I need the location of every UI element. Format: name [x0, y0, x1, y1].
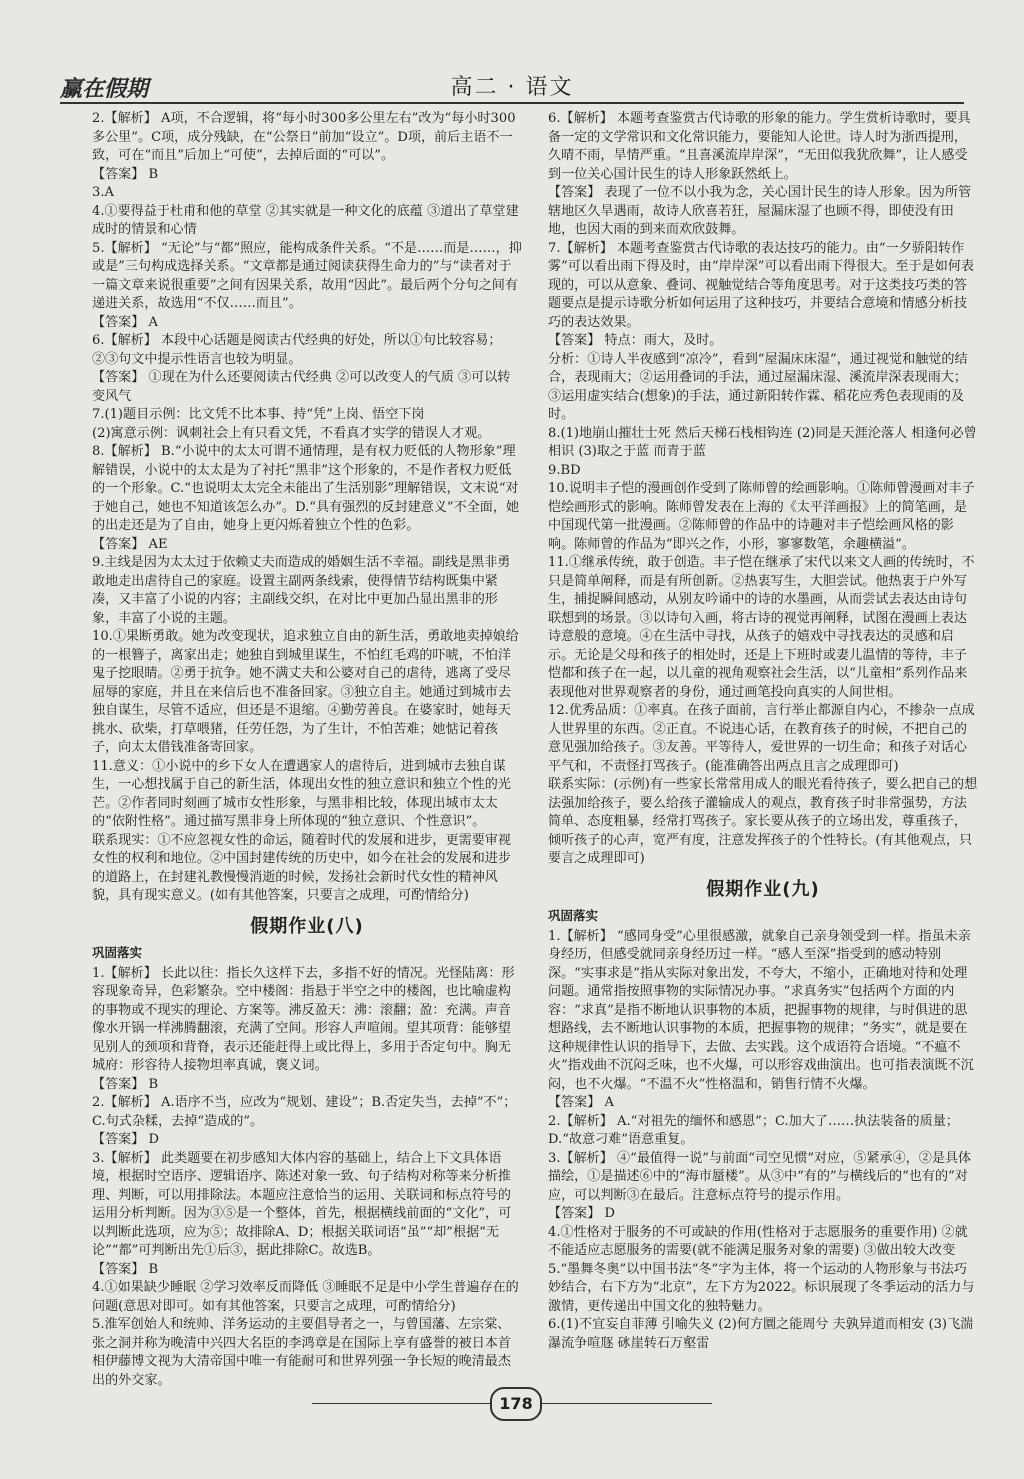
answer-paragraph: 6.【解析】 本题考查鉴赏古代诗歌的形象的能力。学生赏析诗歌时，要具备一定的文学常识和文化常识能力，要能知人论世。诗人时为浙西提刑，久晴不雨，旱情严重。“且喜溪流岸岸深”，“无田似我犹欣舞”，让人感受到一位关心国计民生的诗人形象跃然纸上。 — [548, 111, 971, 182]
answer-paragraph: 4.①如果缺少睡眠 ②学习效率反而降低 ③睡眠不足是中小学生普遍存在的问题(意思对即可。如有其他答案，只要言之成理，可酌情给分) — [92, 1280, 519, 1314]
answer-paragraph: 5.淮军创始人和统帅、洋务运动的主要倡导者之一，与曾国藩、左宗棠、张之洞并称为晚清中兴四大名臣的李鸿章是在国际上享有盛誉的被日本首相伊藤博文视为大清帝国中唯一有能耐可和世界列强一争长短的晚清最杰出的外交家。 — [92, 1317, 511, 1388]
answer-paragraph: 10.说明丰子恺的漫画创作受到了陈师曾的绘画影响。①陈师曾漫画对丰子恺绘画形式的影响。陈师曾发表在上海的《太平洋画报》上的简笔画，是中国现代第一批漫画。②陈师曾的作品中的诗趣对丰子恺绘画风格的影响。陈师曾的作品为“即兴之作，小形，寥寥数笔，余趣横溢”。 — [548, 481, 975, 552]
answer-paragraph: 联系现实：①不应忽视女性的命运，随着时代的发展和进步，更需要审视女性的权利和地位。②中国封建传统的历史中，如今在社会的发展和进步的道路上，在封建礼教慢慢消逝的时候，发扬社会新时代女性的精神风貌，具有现实意义。(如有其他答案，只要言之成理，可酌情给分) — [92, 832, 511, 903]
page-header — [60, 70, 964, 104]
answer-paragraph: 9.主线是因为太太过于依赖丈夫而造成的婚姻生活不幸福。副线是黑非勇敢地走出虐待自己的家庭。设置主副两条线索，使得情节结构既集中紧凑，又丰富了小说的内容；主副线交织，在对比中更加凸显出黑非的形象，丰富了小说的主题。 — [92, 555, 511, 626]
section-title-8: 假期作业(八) — [250, 915, 364, 937]
answer-paragraph: 【答案】 AE — [92, 536, 168, 552]
answer-paragraph: 7.【解析】 本题考查鉴赏古代诗歌的表达技巧的能力。由“一夕骄阳转作雾”可以看出雨下得及时，由“岸岸深”可以看出雨下得很大。至于是如何表现的，可以从意象、叠词、视触觉结合等角度思考。对于这类技巧类的答题要点是提示诗歌分析如何运用了这种技巧，并要结合意境和情感分析技巧的表达效果。 — [548, 240, 974, 330]
right-column — [548, 110, 978, 1450]
answer-paragraph: 【答案】 B — [92, 1261, 159, 1277]
footer-rule-left — [312, 1403, 492, 1404]
left-column-part-2 — [92, 965, 522, 1391]
answer-paragraph: 联系实际：(示例)有一些家长常常用成人的眼光看待孩子，要么把自己的想法强加给孩子，要么给孩子灌输成人的观点，教育孩子时非常强势，方法简单、态度粗暴，经常打骂孩子。家长要从孩子的立场出发，尊重孩子，倾听孩子的心声，宽严有度，注意发挥孩子的个性特长。(有其他观点，只要言之成理即可) — [548, 777, 978, 866]
answer-paragraph: 4.①性格对于服务的不可或缺的作用(性格对于志愿服务的重要作用) ②就不能适应志愿服务的需要(就不能满足服务对象的需要) ③做出较大改变 — [548, 1224, 968, 1258]
answer-paragraph: 分析：①诗人半夜感到“凉冷”，看到“屋漏床床湿”，通过视觉和触觉的结合，表现雨大；②运用叠词的手法，通过屋漏床湿、溪流岸深表现雨大；③运用虚实结合(想象)的手法，通过新阳转作霖、稻花应秀色表现雨的及时。 — [548, 351, 968, 422]
answer-paragraph: 2.【解析】 A.“对祖先的缅怀和感恩”；C.加大了……执法装备的质量；D.“故意刁难”语意重复。 — [548, 1113, 959, 1147]
section-subtitle-9: 巩固落实 — [548, 908, 599, 923]
answer-paragraph: 【答案】 表现了一位不以小我为念，关心国计民生的诗人形象。因为所管辖地区久旱遇雨，故诗人欣喜若狂，屋漏床湿了也顾不得，即使没有田地，也因大雨的到来而欢欣鼓舞。 — [548, 185, 972, 237]
answer-paragraph: 2.【解析】 A项，不合逻辑，将“每小时300多公里左右”改为“每小时300多公里”。C项，成分残缺，在“公祭日”前加“设立”。D项，前后主语不一致，可在“而且”后加上“可使”，去掉后面的“可以”。 — [92, 111, 516, 163]
section-subtitle-8: 巩固落实 — [92, 945, 143, 960]
section-title-9: 假期作业(九) — [706, 878, 820, 900]
answer-paragraph: 【答案】 D — [92, 1132, 160, 1147]
answer-paragraph: 4.①要得益于杜甫和他的草堂 ②其实就是一种文化的底蕴 ③道出了草堂建成时的情景和心情 — [92, 203, 519, 237]
answer-paragraph: 【答案】 A — [548, 1095, 614, 1110]
answer-paragraph: 12.优秀品质：①率真。在孩子面前，言行举止都源自内心，不掺杂一点成人世界里的东西。②正直。不说违心话，在教育孩子的时候，不把自己的意见强加给孩子。③友善。平等待人，爱世界的一切生命；和孩子对话心平气和，不责怪打骂孩子。(能准确答出两点且言之成理即可) — [548, 703, 975, 774]
answer-paragraph: 6.(1)不宜妄自菲薄 引喻失义 (2)何方圜之能周兮 夫孰异道而相安 (3)飞湍瀑流争喧豗 砯崖转石万壑雷 — [548, 1317, 974, 1351]
answer-paragraph: 3.【解析】 ④“最值得一说”与前面“司空见惯”对应，⑤紧承④，②是具体描绘，①是描述⑥中的“海市蜃楼”。从③中“有的”与横线后的“也有的”对应，可以判断③在最后。注意标点符号的提示作用。 — [548, 1150, 972, 1203]
right-column-part-2 — [548, 928, 978, 1354]
answer-paragraph: 【答案】 B — [92, 166, 159, 182]
answer-paragraph: 10.①果断勇敢。她为改变现状，追求独立自由的新生活，勇敢地卖掉娘给的一根簪子，离家出走；她独自到城里谋生，不怕红毛鸡的吓唬，不怕洋鬼子挖眼睛。②勇于抗争。她不满丈夫和公婆对自己的虐待，逃离了受尽屈辱的家庭，并且在来信后也不准备回家。③独立自主。她通过到城市去独自谋生，尽管不适应，但还是不退缩。④勤劳善良。在婆家时，她每天挑水、砍柴，打草喂猪，任劳任怨，为了生计，不怕苦难；她惦记着孩子，向太太借钱准备寄回家。 — [92, 629, 519, 755]
answer-paragraph: 9.BD — [548, 462, 581, 478]
answer-paragraph: 7.(1)题目示例：比文凭不比本事、持“凭”上岗、悟空下岗 — [92, 407, 425, 422]
footer-rule-right — [532, 1403, 712, 1404]
answer-paragraph: (2)寓意示例：讽刺社会上有只看文凭，不看真才实学的错误人才观。 — [92, 425, 491, 441]
answer-paragraph: 【答案】 特点：雨大，及时。 — [548, 333, 723, 348]
right-column-part-1 — [548, 110, 978, 869]
answer-paragraph: 【答案】 ①现在为什么还要阅读古代经典 ②可以改变人的气质 ③可以转变风气 — [92, 370, 511, 404]
answer-paragraph: 5.“墨舞冬奥”以中国书法“冬”字为主体，将一个运动的人物形象与书法巧妙结合，右下方为“北京”，左下方为2022。标识展现了冬季运动的活力与激情，更传递出中国文化的独特魅力。 — [548, 1261, 975, 1314]
answer-paragraph: 8.【解析】 B.“小说中的太太可谓不通情理，是有权力贬低的人物形象”理解错误，小说中的太太是为了衬托“黑非”这个形象的，不是作者权力贬低的一个形象。C.“也说明太太完全未能出了生活别影”理解错误，文末说“对于她自己，她也不知道该怎么办”。D.“具有强烈的反封建意义”不全面，她的出走还是为了自由，她身上更闪烁着独立个性的色彩。 — [92, 444, 520, 533]
series-logo: 赢在假期 — [60, 77, 149, 102]
answer-paragraph: 【答案】 D — [548, 1206, 616, 1221]
header-rule — [60, 102, 964, 104]
answer-paragraph: 8.(1)地崩山摧壮士死 然后天梯石栈相钩连 (2)同是天涯沦落人 相逢何必曾相识 (3)取之于蓝 而青于蓝 — [548, 425, 977, 459]
answer-paragraph: 5.【解析】 “无论”与“都”照应，能构成条件关系。“不是……而是……，抑或是”三句构成选择关系。“文章都是通过阅读获得生命力的”与“读者对于一篇文章来说很重要”之间有因果关系，故用“因此”。最后两个分句之间有递进关系，故选用“不仅……而且”。 — [92, 240, 522, 311]
left-column — [92, 110, 522, 1450]
answer-paragraph: 3.【解析】 此类题要在初步感知大体内容的基础上，结合上下文具体语境，根据时空语序、逻辑语序、陈述对象一致、句子结构对称等来分析推理、判断，可以用排除法。本题应注意恰当的运用、关联词和标点符号的运用分析判断。因为③⑤是一个整体，首先，根据横线前面的“文化”，可以判断此选项，应为⑤；故排除A、D；根据关联词语“虽”“却”根据“无论”“都”可判断出先①后③，据此排除C。故选B。 — [92, 1150, 512, 1258]
answer-paragraph: 【答案】 A — [92, 314, 158, 330]
left-column-part-1 — [92, 110, 522, 906]
answer-paragraph: 11.意义：①小说中的乡下女人在遭遇家人的虐待后，进到城市去独自谋生，一心想找属于自己的新生活，体现出女性的独立意识和独立个性的光芒。②作者同时刻画了城市女性形象，与黑非相比较，体现出城市太太的“依附性格”。通过描写黑非身上所体现的“独立意识、个性意识”。 — [92, 758, 511, 829]
answer-paragraph: 11.①继承传统，敢于创造。丰子恺在继承了宋代以来文人画的传统时，不只是简单阐释，而是有所创新。②热衷写生，大胆尝试。他热衷于户外写生，捕捉瞬间感动，从别友吟诵中的诗的水墨画，从而尝试去表达由诗句联想到的场景。③以诗句入画，将古诗的视觉再阐释，试图在漫画上表达诗意般的意境。④在生活中寻找，从孩子的嬉戏中寻找表达的灵感和启示。无论是父母和孩子的相处时，还是上下班时或妻儿温情的等待，丰子恺都和孩子在一起，以儿童的视角观察社会生活，以“儿童相”系列作品来表现他对世界观察者的身份，通过画笔投向真实的人间世相。 — [548, 555, 975, 700]
answer-paragraph: 1.【解析】 “感同身受”心里很感激，就象自己亲身领受到一样。指虽未亲身经历，但感受就同亲身经历过一样。“感人至深”指受到的感动特别深。“实事求是”指从实际对象出发，不夸大，不缩小，正确地对待和处理问题。通常指按照事物的实际情况办事。“求真务实”包括两个方面的内容：“求真”是指不断地认识事物的本质，把握事物的规律，与时俱进的思想路线，去不断地认识事物的本质，把握事物的规律；“务实”，就是要在这种规律性认识的指导下，去做、去实践。这个成语符合语境。“不瘟不火”指戏曲不沉闷乏味，也不火爆，可以形容戏曲演出。也可指表演既不沉闷，也不火爆。“不温不火”性格温和，销售行情不火爆。 — [548, 928, 974, 1092]
page-footer — [0, 1382, 1024, 1422]
page-title: 高二 · 语文 — [450, 75, 574, 100]
answer-paragraph: 1.【解析】 长此以往：指长久这样下去，多指不好的情况。光怪陆离：形容现象奇异，色彩繁杂。空中楼阁：指悬于半空之中的楼阁，也比喻虚构的事物或不现实的理论、方案等。沸反盈天：沸：滚翻；盈：充满。声音像水开锅一样沸腾翻滚，充满了空间。形容人声喧闹。望其项背：能够望见别人的颈项和背脊，表示还能赶得上或比得上，多用于否定句中。胸无城府：形容待人接物坦率真诚，褒义词。 — [92, 965, 515, 1073]
answer-paragraph: 2.【解析】 A.语序不当，应改为“规划、建设”；B.否定失当，去掉“不”；C.句式杂糅，去掉“造成的”。 — [92, 1095, 517, 1129]
answer-paragraph: 6.【解析】 本段中心话题是阅读古代经典的好处，所以①句比较容易；②③句文中提示性语言也较为明显。 — [92, 333, 502, 367]
answer-paragraph: 3.A — [92, 185, 114, 200]
answer-paragraph: 【答案】 B — [92, 1076, 159, 1092]
page-number: 178 — [490, 1387, 542, 1421]
